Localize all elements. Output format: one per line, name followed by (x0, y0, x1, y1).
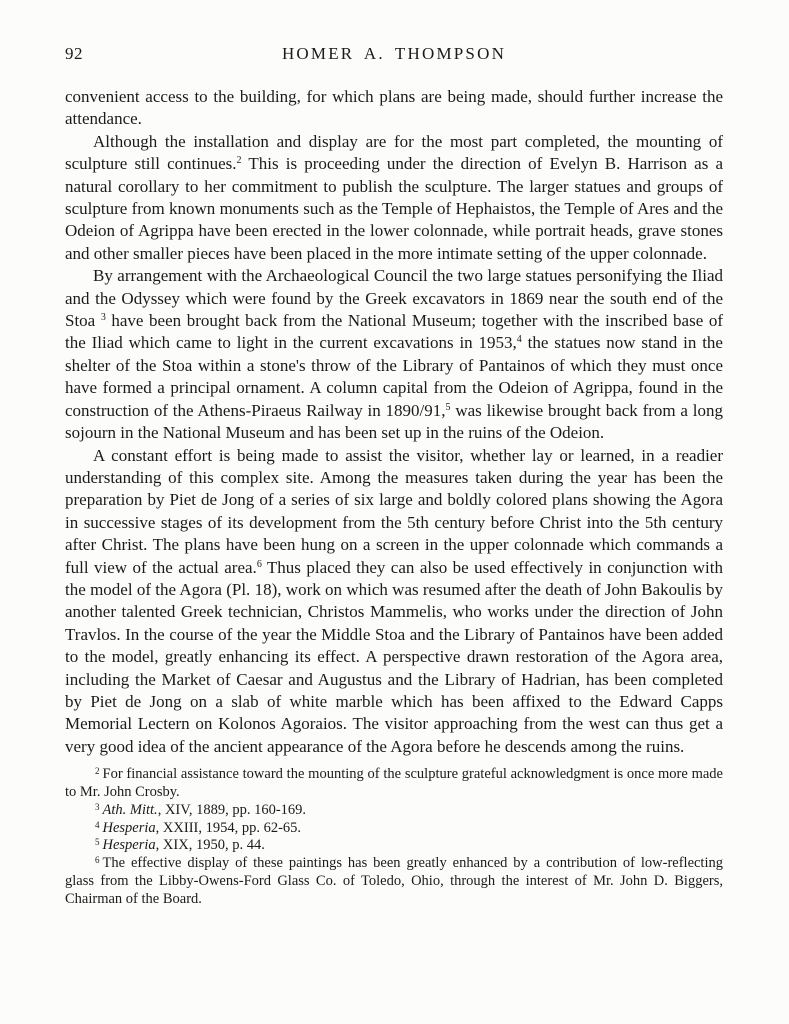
paragraph-1 (65, 86, 723, 131)
footnote-ref-2: 2 (236, 155, 242, 167)
paragraph-2-text: This is proceeding under the direction of Evelyn B. Harrison as a natural corollary to her commitment to publish the sculpture. The larger statues and groups of sculpture from known monuments such as the Temple of Hephaistos, the Temple of Ares and the Odeion of Agrippa have been erected in the lower colonnade, while portrait heads, grave stones and other smaller pieces have been placed in the more intimate setting of the upper colonnade. (65, 154, 723, 263)
footnote-4-text: , XXIII, 1954, pp. 62-65. (155, 819, 302, 836)
footnote-3 (65, 802, 723, 820)
article-body (65, 86, 723, 758)
footnotes-section (65, 766, 723, 908)
footnote-3-text: , XIV, 1889, pp. 160-169. (157, 801, 307, 818)
footnote-2-text: For financial assistance toward the mounting of the sculpture grateful acknowledgment is once more made to Mr. John Crosby. (65, 766, 723, 800)
paragraph-3-text: was likewise brought back from a long sojourn in the National Museum and has been set up in the ruins of the Odeion. (65, 400, 723, 443)
footnote-5 (65, 837, 723, 855)
footnote-4-source: Hesperia (102, 819, 156, 836)
page-header (65, 44, 723, 65)
footnote-5-text: , XIX, 1950, p. 44. (155, 837, 265, 854)
footnote-3-marker: 3 (95, 801, 100, 812)
footnote-5-source: Hesperia (102, 837, 156, 854)
footnote-ref-6: 6 (256, 558, 262, 570)
footnote-3-source: Ath. Mitt. (102, 801, 158, 818)
paragraph-4 (65, 445, 723, 759)
paragraph-2 (65, 131, 723, 265)
footnote-6-text: The effective display of these paintings has been greatly enhanced by a contribution of low-reflecting glass from the Libby-Owens-Ford Glass Co. of Toledo, Ohio, through the interest of Mr. John D. Biggers, Chairman of the Board. (65, 855, 723, 907)
footnote-6-marker: 6 (95, 855, 100, 866)
page-number: 92 (65, 44, 83, 63)
footnote-ref-5: 5 (445, 401, 451, 413)
running-head: HOMER A. THOMPSON (281, 44, 507, 63)
paragraph-3-text: the statues now stand in the shelter of the Stoa within a stone's throw of the Library of Pantainos of which they must once have formed a principal ornament. A column capital from the Odeion of Agrippa, found in the construction of the Athens-Piraeus Railway in 1890/91, (65, 333, 723, 420)
footnote-6 (65, 855, 723, 908)
footnote-5-marker: 5 (95, 837, 100, 848)
paragraph-3-text: By arrangement with the Archaeological Council the two large statues personifying the Iliad and the Odyssey which were found by the Greek excavators in 1869 near the south end of the Stoa (65, 266, 723, 331)
footnote-2 (65, 766, 723, 802)
footnote-ref-4: 4 (516, 334, 522, 346)
paragraph-1-text: convenient access to the building, for which plans are being made, should further increase the attendance. (65, 87, 723, 129)
paragraph-3 (65, 265, 723, 444)
paragraph-4-text: A constant effort is being made to assist the visitor, whether lay or learned, in a readier understanding of this complex site. Among the measures taken during the year has been the preparation by Piet de Jong of a series of six large and boldly colored plans showing the Agora in successive stages of its development from the 5th century before Christ into the 5th century after Christ. The plans have been hung on a screen in the upper colonnade which commands a full view of the actual area. (65, 445, 723, 577)
footnote-ref-3: 3 (100, 312, 106, 324)
paragraph-2-text: Although the installation and display are for the most part completed, the mounting of sculpture still continues. (65, 131, 723, 174)
footnote-4 (65, 820, 723, 838)
footnote-2-marker: 2 (95, 766, 100, 777)
paragraph-4-text: Thus placed they can also be used effectively in conjunction with the model of the Agora (Pl. 18), work on which was resumed after the death of John Bakoulis by another talented Greek technician, Christos Mammelis, who works under the direction of John Travlos. In the course of the year the Middle Stoa and the Library of Pantainos have been added to the model, greatly enhancing its effect. A perspective drawn restoration of the Agora area, including the Market of Caesar and Augustus and the Library of Hadrian, has been completed by Piet de Jong on a slab of white marble which has been affixed to the Edward Capps Memorial Lectern on Kolonos Agoraios. The visitor approaching from the west can thus get a very good idea of the ancient appearance of the Agora before he descends among the ruins. (65, 557, 723, 756)
paragraph-3-text: have been brought back from the National Museum; together with the inscribed base of the Iliad which came to light in the current excavations in 1953, (65, 311, 723, 353)
footnote-4-marker: 4 (95, 819, 100, 830)
